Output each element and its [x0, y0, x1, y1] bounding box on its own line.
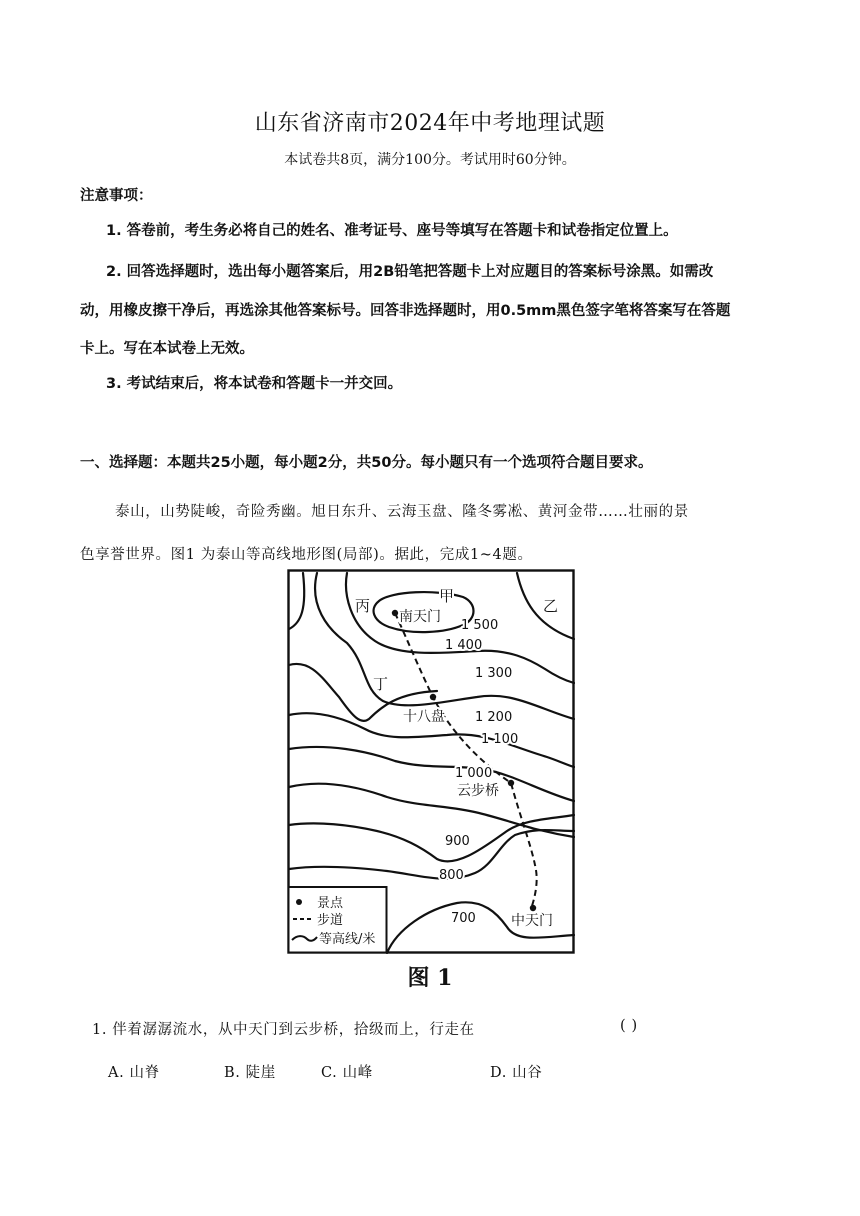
exam-info: 本试卷共8页，满分100分。考试用时60分钟。 — [284, 152, 576, 168]
option-d: D. 山谷 — [490, 1065, 543, 1081]
option-c: C. 山峰 — [321, 1065, 373, 1081]
passage-line-1: 泰山，山势陡峻，奇险秀幽。旭日东升、云海玉盘、隆冬雾凇、黄河金带……壮丽的景 — [115, 504, 689, 520]
region-ding: 丁 — [373, 675, 389, 693]
region-yi: 乙 — [543, 597, 559, 615]
spot-label-yunbuqiao: 云步桥 — [457, 783, 499, 799]
question-1-bracket: ( ) — [620, 1018, 638, 1034]
notice-item-2-line-2: 动，用橡皮擦干净后，再选涂其他答案标号。回答非选择题时，用0.5mm黑色签字笔将答案写在答题 — [80, 303, 731, 319]
notice-heading: 注意事项： — [80, 188, 153, 204]
spot-dot-shibapan — [430, 694, 436, 700]
contour-label-1200: 1 200 — [475, 710, 513, 725]
figure-caption: 图 1 — [407, 965, 453, 991]
passage-line-2: 色享誉世界。图1 为泰山等高线地形图(局部)。据此，完成1~4题。 — [80, 547, 533, 563]
option-a: A. 山脊 — [108, 1065, 160, 1081]
notice-item-2-line-1: 2. 回答选择题时，选出每小题答案后，用2B铅笔把答题卡上对应题目的答案标号涂黑。如需改 — [106, 264, 714, 280]
notice-item-1: 1. 答卷前，考生务必将自己的姓名、准考证号、座号等填写在答题卡和试卷指定位置上。 — [106, 223, 678, 239]
map-legend — [289, 887, 387, 953]
contour-label-900: 900 — [445, 834, 470, 849]
contour-label-700: 700 — [451, 911, 476, 926]
legend-spot: 景点 — [317, 896, 344, 911]
notice-item-2-line-3: 卡上。写在本试卷上无效。 — [80, 341, 254, 357]
contour-map — [287, 569, 575, 954]
contour-label-1000: 1 000 — [455, 766, 493, 781]
notice-item-3: 3. 考试结束后，将本试卷和答题卡一并交回。 — [106, 376, 403, 392]
page-title: 山东省济南市2024年中考地理试题 — [254, 111, 606, 136]
option-b: B. 陡崖 — [224, 1065, 276, 1081]
question-1-stem: 1. 伴着潺潺流水，从中天门到云步桥，拾级而上，行走在 — [92, 1022, 475, 1038]
legend-trail: 步道 — [317, 913, 344, 928]
contour-label-1100: 1 100 — [481, 732, 519, 747]
contour-label-1300: 1 300 — [475, 666, 513, 681]
spot-label-nantianmen: 南天门 — [399, 609, 441, 625]
region-jia: 甲 — [439, 587, 455, 605]
contour-label-1500: 1 500 — [461, 618, 499, 633]
region-bing: 丙 — [355, 597, 371, 615]
spot-label-shibapan: 十八盘 — [403, 709, 445, 725]
contour-label-800: 800 — [439, 868, 464, 883]
contour-label-1400: 1 400 — [445, 638, 483, 653]
spot-dot-nantianmen — [392, 610, 398, 616]
section-1-heading: 一、选择题：本题共25小题，每小题2分，共50分。每小题只有一个选项符合题目要求。 — [80, 455, 653, 471]
legend-contour: 等高线/米 — [319, 932, 376, 947]
spot-dot-yunbuqiao — [508, 780, 514, 786]
spot-label-zhongtianmen: 中天门 — [511, 913, 553, 929]
spot-dot-zhongtianmen — [530, 905, 536, 911]
